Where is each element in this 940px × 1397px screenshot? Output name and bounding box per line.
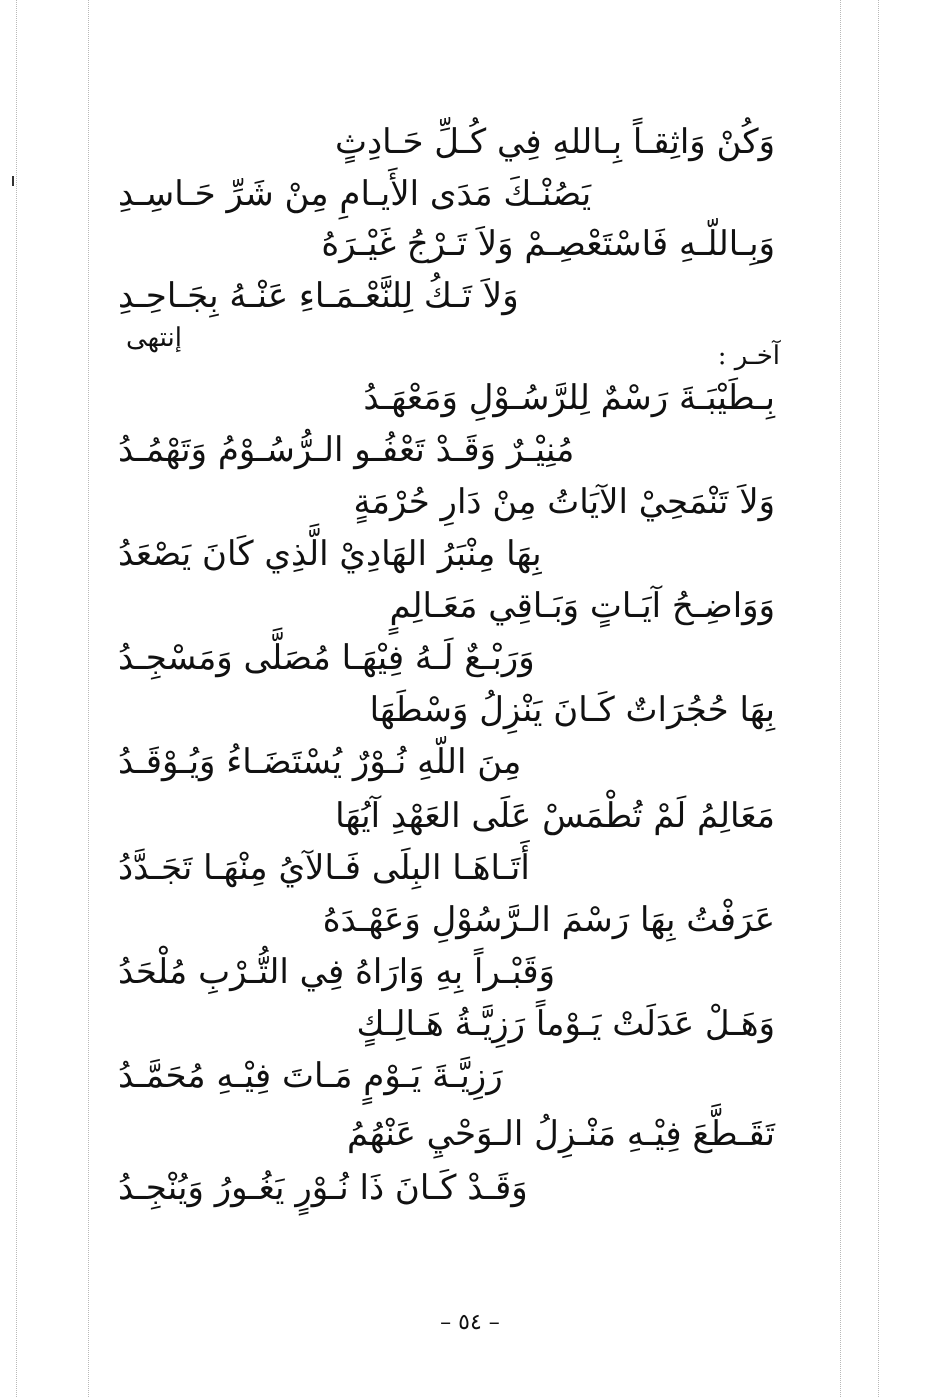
- verse-3-second-hemistich: مُنِيْـرٌ وَقَـدْ تَعْفُـو الـرُّسُـوْمُ وَتَهْمُـدُ: [118, 430, 575, 470]
- verse-4-second-hemistich: بِهَا مِنْبَرُ الهَادِيْ الَّذِي كَانَ يَصْعَدُ: [118, 534, 542, 574]
- verse-7-first-hemistich: مَعَالِمُ لَمْ تُطْمَسْ عَلَى العَهْدِ آيُهَا: [335, 796, 775, 836]
- scan-guide-line: [16, 0, 17, 1397]
- verse-9-first-hemistich: وَهَـلْ عَدَلَتْ يَـوْماً رَزِيَّـةُ هَـالِـكٍ: [356, 1004, 775, 1044]
- verse-1-second-hemistich: يَصُنْـكَ مَدَى الأَيـامِ مِنْ شَرِّ حَـاسِـدِ: [118, 174, 592, 214]
- end-label: إنتهى: [126, 323, 182, 353]
- verse-6-second-hemistich: مِنَ اللّهِ نُـوْرٌ يُسْتَضَـاءُ وَيُـوْقَـدُ: [118, 742, 522, 782]
- verse-1-first-hemistich: وَكُنْ وَاثِقـاً بِـاللهِ فِي كُـلِّ حَـادِثٍ: [335, 122, 775, 162]
- verse-7-second-hemistich: أَتَـاهَـا البِلَى فَـالآيُ مِنْهَـا تَجَـدَّدُ: [118, 848, 530, 888]
- scan-guide-line: [840, 0, 841, 1397]
- scan-guide-line: [88, 0, 89, 1397]
- section-label: آخـر :: [717, 341, 780, 371]
- page-number: – ٥٤ –: [440, 1310, 500, 1335]
- verse-5-first-hemistich: وَوَاضِـحُ آيَـاتٍ وَبَـاقِي مَعَـالِمٍ: [389, 586, 775, 626]
- verse-6-first-hemistich: بِهَا حُجُرَاتٌ كَـانَ يَنْزِلُ وَسْطَهَا: [369, 690, 775, 730]
- verse-10-first-hemistich: تَقَـطَّعَ فِيْـهِ مَنْـزِلُ الـوَحْيِ عَنْهُمُ: [347, 1114, 775, 1154]
- verse-2-second-hemistich: وَلاَ تَـكُ لِلنَّعْـمَـاءِ عَنْـهُ بِجَـاحِـدِ: [118, 276, 519, 316]
- scan-edge-mark: [12, 176, 14, 186]
- scan-guide-line: [878, 0, 879, 1397]
- verse-5-second-hemistich: وَرَبْـعٌ لَـهُ فِيْهَـا مُصَلَّى وَمَسْجِـدُ: [118, 638, 535, 678]
- verse-8-first-hemistich: عَرَفْتُ بِهَا رَسْمَ الـرَّسُوْلِ وَعَهْـدَهُ: [322, 900, 775, 940]
- verse-9-second-hemistich: رَزِيَّـةَ يَـوْمٍ مَـاتَ فِيْـهِ مُحَمَّـدُ: [118, 1056, 503, 1096]
- verse-2-first-hemistich: وَبِـاللّـهِ فَاسْتَعْصِـمْ وَلاَ تَـرْجُ غَيْـرَهُ: [321, 224, 775, 264]
- verse-8-second-hemistich: وَقَبْـراً بِهِ وَارَاهُ فِي التُّـرْبِ مُلْحَدُ: [118, 952, 556, 992]
- verse-4-first-hemistich: وَلاَ تَنْمَحِيْ الآيَاتُ مِنْ دَارِ حُرْمَةٍ: [353, 482, 775, 522]
- verse-10-second-hemistich: وَقَـدْ كَـانَ ذَا نُـوْرٍ يَغُـورُ وَيُنْجِـدُ: [118, 1168, 528, 1208]
- verse-3-first-hemistich: بِـطَيْبَـةَ رَسْمٌ لِلرَّسُـوْلِ وَمَعْهَـدُ: [363, 378, 775, 418]
